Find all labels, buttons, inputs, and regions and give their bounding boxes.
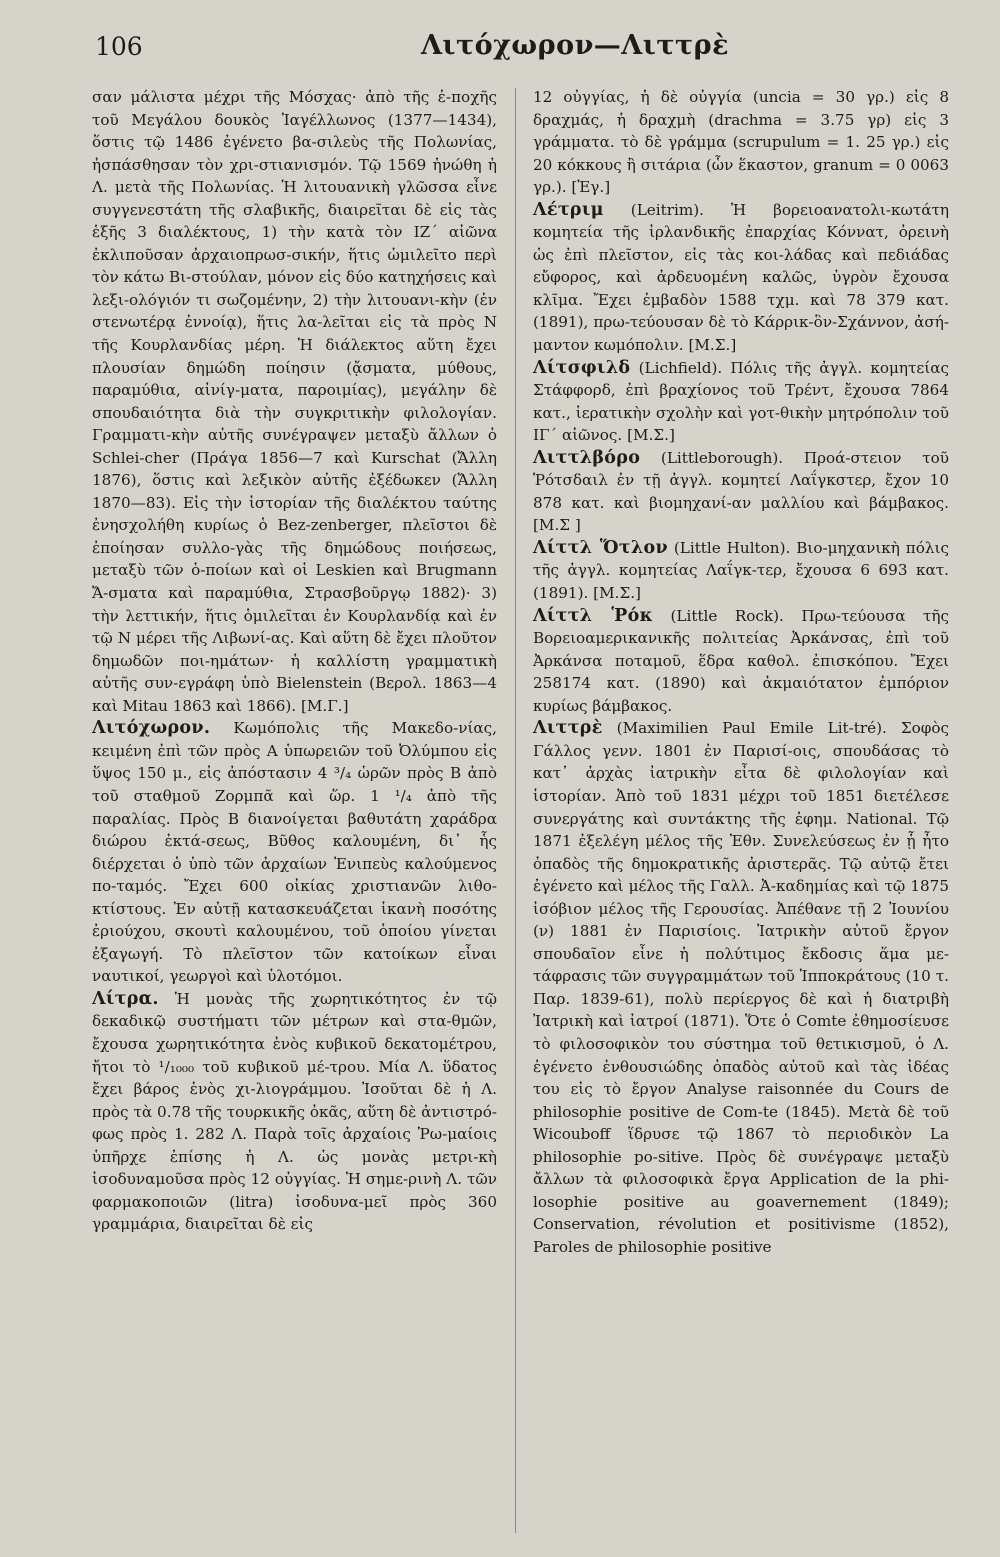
entry-continued (533, 86, 949, 199)
entry-littleborough (533, 447, 949, 537)
running-head: Λιτόχωρον—Λιττρὲ (420, 30, 730, 61)
entry-text: (Leitrim). Ἡ βορειοανατολι-κωτάτη κομητεία τῆς ἰρλανδικῆς ἐπαρχίας Κόννατ, ὀρεινὴ ὡς ἐπὶ πλεῖστον, εἰς τὰς κοι-λάδας καὶ πεδιάδας εὔφορος, καὶ ἀρδευομένη καλῶς, ὑγρὸν ἔχουσα κλῖμα. Ἔχει ἐμβαδὸν 1588 τχμ. καὶ 78 379 κατ. (1891), πρω-τεύουσαν δὲ τὸ Κάρρικ-ὃν-Σχάννον, ἀσή-μαντον κωμόπολιν. [Μ.Σ.] (533, 200, 949, 355)
entry-text: Ἡ μονὰς τῆς χωρητικότητος ἐν τῷ δεκαδικῷ συστήματι τῶν μέτρων καὶ στα-θμῶν, ἔχουσα χωρητικότητα ἑνὸς κυβικοῦ δεκατομέτρου, ἤτοι τὸ ¹/₁₀₀₀ τοῦ κυβικοῦ μέ-τρου. Μία Λ. ὕδατος ἔχει βάρος ἑνὸς χι-λιογράμμου. Ἰσοῦται δὲ ἡ Λ. πρὸς τὰ 0.78 τῆς τουρκικῆς ὀκᾶς, αὕτη δὲ ἀντιστρό-φως πρὸς 1. 282 Λ. Παρὰ τοῖς ἀρχαίοις Ῥω-μαίοις ὑπῆρχε ἐπίσης ἡ Λ. ὡς μονὰς μετρι-κὴ ἰσοδυναμοῦσα πρὸς 12 οὐγγίας. Ἡ σημε-ρινὴ Λ. τῶν φαρμακοποιῶν (litra) ἰσοδυνα-μεῖ πρὸς 360 γραμμάρια, διαιρεῖται δὲ εἰς (92, 989, 498, 1234)
entry-littre (533, 717, 949, 1258)
entry-litra (92, 988, 497, 1236)
entry-headword: Λίτσφιλδ (533, 357, 631, 378)
entry-text: Κωμόπολις τῆς Μακεδο-νίας, κειμένη ἐπὶ τῶν πρὸς Α ὑπωρειῶν τοῦ Ὀλύμπου εἰς ὕψος 150 μ., εἰς ἀπόστασιν 4 ³/₄ ὡρῶν πρὸς Β ἀπὸ τοῦ σταθμοῦ Ζορμπᾶ καὶ ὥρ. 1 ¹/₄ ἀπὸ τῆς παραλίας. Πρὸς Β διανοίγεται βαθυτάτη χαράδρα διώρου ἐκτά-σεως, Βῦθος καλουμένη, δι᾽ ἧς διέρχεται ὁ ὑπὸ τῶν ἀρχαίων Ἐνιπεὺς καλούμενος πο-ταμός. Ἔχει 600 οἰκίας χριστιανῶν λιθο-κτίστους. Ἐν αὐτῇ κατασκευάζεται ἱκανὴ ποσότης ἐριούχου, σκουτὶ καλουμένου, τοῦ ὁποίου γίνεται ἐξαγωγή. Τὸ πλεῖστον τῶν κατοίκων εἶναι ναυτικοί, γεωργοὶ καὶ ὑλοτόμοι. (92, 719, 498, 986)
entry-text: σαν μάλιστα μέχρι τῆς Μόσχας· ἀπὸ τῆς ἐ-ποχῆς τοῦ Μεγάλου δουκὸς Ἰαγέλλωνος (1377—1434), ὅστις τῷ 1486 ἐγένετο βα-σιλεὺς τῆς Πολωνίας, ἠσπάσθησαν τὸν χρι-στιανισμόν. Τῷ 1569 ἡνώθη ἡ Λ. μετὰ τῆς Πολωνίας. Ἡ λιτουανικὴ γλῶσσα εἶνε συγγενεστάτη τῆς σλαβικῆς, διαιρεῖται δὲ εἰς τὰς ἑξῆς 3 διαλέκτους, 1) τὴν κατὰ τὸν ΙΖ΄ αἰῶνα ἐκλιποῦσαν ἀρχαιοπρωσ-σικήν, ἥτις ὡμιλεῖτο περὶ τὸν κάτω Βι-στούλαν, μόνον εἰς δύο κατηχήσεις καὶ λεξι-ολόγιόν τι σωζομένην, 2) τὴν λιτουανι-κὴν (ἐν στενωτέρᾳ ἐννοίᾳ), ἥτις λα-λεῖται εἰς τὰ πρὸς Ν τῆς Κουρλανδίας μέρη. Ἡ διάλεκτος αὕτη ἔχει πλουσίαν δημώδη ποίησιν (ᾄσματα, μύθους, παραμύθια, αἰνίγ-ματα, παροιμίας), μεγάλην δὲ σπουδαιότητα διὰ τὴν συγκριτικὴν φιλολογίαν. Γραμματι-κὴν αὐτῆς συνέγραψεν μεταξὺ ἄλλων ὁ Schlei-cher (Πράγα 1856—7 καὶ Kurschat (Ἄλλη 1876), ὅστις καὶ λεξικὸν αὐτῆς ἐξέδωκεν (Ἄλλη 1870—83). Εἰς τὴν ἱστορίαν τῆς διαλέκτου ταύτης ἐνησχολήθη κυρίως ὁ Bez-zenberger, πλεῖστοι δὲ ἐποίησαν συλλο-γὰς τῆς δημώδους ποιήσεως, μεταξὺ τῶν ὁ-ποίων καὶ οἱ Leskien καὶ Brugmann Ἄ-σματα καὶ παραμύθια, Στρασβοῦργῳ 1882)· 3) τὴν λεττικήν, ἥτις ὁμιλεῖται ἐν Κουρλανδίᾳ καὶ ἐν τῷ Ν μέρει τῆς Λιβωνί-ας. Καὶ αὕτη δὲ ἔχει πλοῦτον δημωδῶν ποι-ημάτων· ἡ καλλίστη γραμματικὴ αὐτῆς συν-εγράφη ὑπὸ Bielenstein (Βερολ. 1863—4 καὶ Mitau 1863 καὶ 1866). [Μ.Γ.] (92, 88, 497, 715)
page-header (95, 28, 905, 68)
entry-headword: Λιττρὲ (533, 718, 603, 739)
entry-text: (Little Hulton). Βιο-μηχανικὴ πόλις τῆς ἀγγλ. κομητείας Λαΐγκ-τερ, ἔχουσα 6 693 κατ. (1891). [Μ.Σ.] (533, 538, 950, 603)
entry-litochoron (92, 717, 497, 988)
entry-headword: Λιττλβόρο (533, 447, 641, 468)
entry-headword: Λίττλ Ῥόκ (533, 605, 654, 626)
entry-leitrim (533, 199, 949, 357)
entry-lichfield (533, 357, 949, 447)
entry-headword: Λέτριμ (533, 199, 604, 220)
entry-headword: Λίττλ Ὅτλον (533, 537, 668, 558)
entry-text: (Littleborough). Προά-στειον τοῦ Ῥότσδαιλ ἐν τῇ ἀγγλ. κομητεί Λαΐγκστερ, ἔχον 10 878 κατ. καὶ βιομηχανί-αν μαλλίου καὶ βάμβακος. [Μ.Σ ] (533, 448, 949, 535)
entry-little-hulton (533, 537, 949, 605)
column-divider (515, 88, 516, 1533)
entry-text: (Maximilien Paul Emile Lit-tré). Σοφὸς Γάλλος γενν. 1801 ἐν Παρισί-οις, σπουδάσας τὸ κατ᾽ ἀρχὰς ἰατρικὴν εἶτα δὲ φιλολογίαν καὶ ἱστορίαν. Ἀπὸ τοῦ 1831 μέχρι τοῦ 1851 διετέλεσε συνεργάτης καὶ συντάκτης τῆς ἐφημ. National. Τῷ 1871 ἐξελέγη μέλος τῆς Ἐθν. Συνελεύσεως ἐν ᾗ ἦτο ὀπαδὸς τῆς δημοκρατικῆς ἀριστερᾶς. Τῷ αὐτῷ ἔτει ἐγένετο καὶ μέλος τῆς Γαλλ. Ἀ-καδημίας καὶ τῷ 1875 ἰσόβιον μέλος τῆς Γερουσίας. Ἀπέθανε τῇ 2 Ἰουνίου (ν) 1881 ἐν Παρισίοις. Ἰατρικὴν αὐτοῦ ἔργον σπουδαῖον εἶνε ἡ πολύτιμος ἔκδοσις ἅμα με-τάφρασις τῶν συγγραμμάτων τοῦ Ἱπποκράτους (10 τ. Παρ. 1839-61), πολὺ περίεργος δὲ καὶ ἡ διατριβὴ Ἰατρικὴ καὶ ἰατροί (1871). Ὅτε ὁ Comte ἐθημοσίευσε τὸ φιλοσοφικὸν του σύστημα τοῦ θετικισμοῦ, ὁ Λ. ἐγένετο ἐνθουσιώδης ὀπαδὸς αὐτοῦ καὶ τὰς ἰδέας του εἰς τὸ ἔργον Analyse raisonnée du Cours de philosophie positive de Com-te (1845). Μετὰ δὲ τοῦ Wicouboff ἵδρυσε τῷ 1867 τὸ περιοδικὸν La philosophie po-sitive. Πρὸς δὲ συνέγραψε μεταξὺ ἄλλων τὰ φιλοσοφικὰ ἔργα Application de la phi-losophie positive au goavernement (1849); Conservation, révolution et positivisme (1852), Paroles de philosophie positive (533, 719, 950, 1256)
entry-headword: Λιτόχωρον. (92, 718, 211, 739)
entry-text: (Little Rock). Πρω-τεύουσα τῆς Βορειοαμερικανικῆς πολιτείας Ἀρκάνσας, ἐπὶ τοῦ Ἀρκάνσα ποταμοῦ, ἕδρα καθολ. ἐπισκόπου. Ἔχει 258174 κατ. (1890) καὶ ἀκμαιότατον ἐμπόριον κυρίως βάμβακος. (533, 606, 949, 715)
entry-text: (Lichfield). Πόλις τῆς ἀγγλ. κομητείας Στάφφορδ, ἐπὶ βραχίονος τοῦ Τρέντ, ἔχουσα 7864 κατ., ἱερατικὴν σχολὴν καὶ γοτ-θικὴν μητρόπολιν τοῦ ΙΓ΄ αἰῶνος. [Μ.Σ.] (533, 358, 949, 445)
right-column (533, 86, 949, 1258)
page-number: 106 (95, 32, 143, 61)
entry-headword: Λίτρα. (92, 988, 159, 1009)
left-column (92, 86, 497, 1236)
entry-text: 12 οὐγγίας, ἡ δὲ οὐγγία (uncia = 30 γρ.) εἰς 8 δραχμάς, ἡ δραχμὴ (drachma = 3.75 γρ) εἰς 3 γράμματα. τὸ δὲ γράμμα (scrupulum = 1. 25 γρ.) εἰς 20 κόκκους ἢ σιτάρια (ὧν ἕκαστον, granum = 0 0063 γρ.). [Ἐγ.] (533, 88, 949, 197)
entry-continued (92, 86, 497, 717)
entry-little-rock (533, 605, 949, 718)
